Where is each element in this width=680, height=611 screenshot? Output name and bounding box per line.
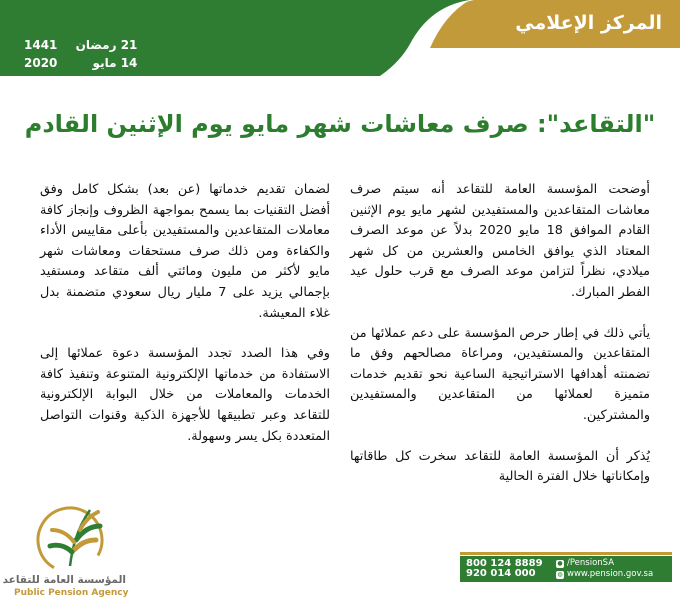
website-row[interactable] <box>556 569 668 580</box>
date-block <box>24 36 137 72</box>
footer-contact-strip <box>460 556 672 582</box>
pension-agency-logo <box>2 500 129 605</box>
website-link: www.pension.gov.sa <box>567 569 654 579</box>
gregorian-day: 14 مايو <box>92 56 138 70</box>
phone-number[interactable]: 920 014 000 <box>466 568 536 579</box>
palm-emblem-icon <box>14 500 126 574</box>
paragraph: أوضحت المؤسسة العامة للتقاعد أنه سيتم صرف معاشات المتقاعدين والمستفيدين لشهر مايو يوم الإثنين القادم الموافق 18 مايو 2020 بدلاً عن موعد الصرف المعتاد الذي يوافق الخامس والعشرين من كل شهر ميلادي، نظراً لتزامن موعد الصرف مع قرب حلول عيد الفطر المبارك. <box>350 182 650 300</box>
paragraph: يأتي ذلك في إطار حرص المؤسسة على دعم عملائها من المتقاعدين والمستفيدين، ومراعاة مصالحهم وفق ما تضمنته أهدافها الاستراتيجية الساعية نحو تقديم خدمات متميزة لعملائها من المتقاعدين والمستفيدين والمشتركين. <box>350 325 650 423</box>
gregorian-date <box>24 54 137 72</box>
header-banner <box>0 0 680 84</box>
hijri-day: 21 رمضان <box>75 38 138 52</box>
media-center-title: المركز الإعلامي <box>515 12 662 34</box>
globe-icon: ◍ <box>557 570 563 578</box>
paragraph: لضمان تقديم خدماتها (عن بعد) بشكل كامل وفق أفضل التقنيات بما يسمح بمواجهة الظروف وإنجاز كافة معاملات المتقاعدين والمستفيدين بأعلى مقاييس الأداء والكفاءة ومن ذلك صرف مستحقات ومعاشات شهر مايو لأكثر من مليون ومائتي ألف متقاعد ومستفيد بإجمالي يزيد على 7 مليار ريال سعودي متضمنة بدل غلاء المعيشة. <box>40 182 330 321</box>
paragraph: يُذكر أن المؤسسة العامة للتقاعد سخرت كل طاقاتها وإمكاناتها خلال الفترة الحالية <box>350 448 650 485</box>
logo-arabic-name: المؤسسة العامة للتقاعد <box>2 574 126 586</box>
right-column <box>350 180 650 508</box>
headline: "التقاعد": صرف معاشات شهر مايو يوم الإثنين القادم <box>24 110 656 138</box>
social-media-icon: ● <box>557 559 563 567</box>
hijri-date <box>24 36 137 54</box>
social-links <box>556 558 668 580</box>
logo-english-name: Public Pension Agency <box>14 588 129 598</box>
phone-number[interactable]: 800 124 8889 <box>466 558 543 569</box>
gregorian-year: 2020 <box>24 56 58 70</box>
hijri-year: 1441 <box>24 38 58 52</box>
paragraph: وفي هذا الصدد تجدد المؤسسة دعوة عملائها إلى الاستفادة من خدماتها الإلكترونية المتنوعة وتنفيذ كافة الخدمات والمعاملات من خلال البوابة الإلكترونية للتقاعد وعبر تطبيقها للأجهزة الذكية وقنوات التواصل المتعددة بكل يسر وسهولة. <box>40 346 330 444</box>
footer-gold-line <box>460 552 672 555</box>
social-handle: /PensionSA <box>567 558 615 568</box>
social-handle-row[interactable] <box>556 558 668 569</box>
left-column <box>40 180 330 467</box>
phone-numbers <box>466 559 543 579</box>
